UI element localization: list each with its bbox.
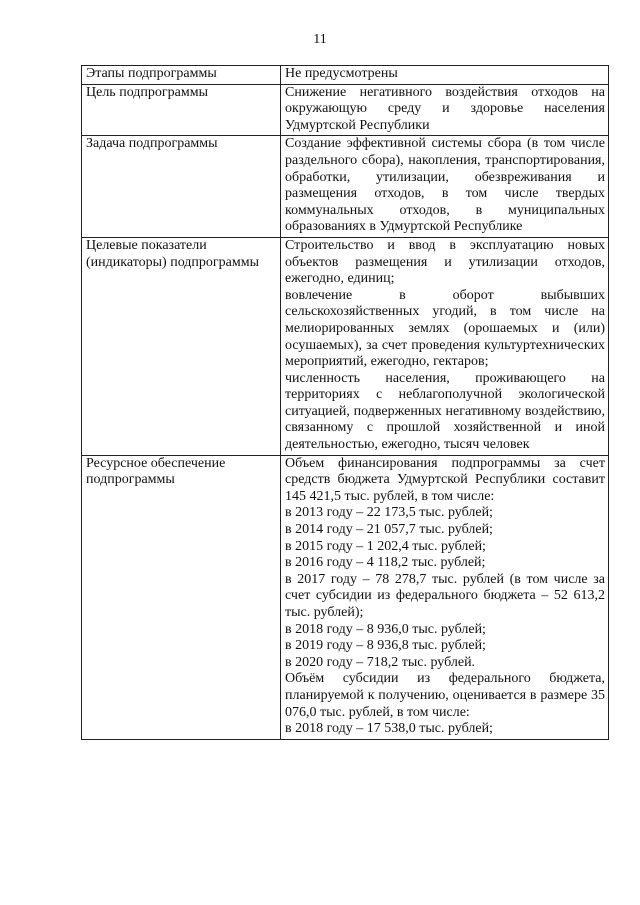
paragraph: в 2014 году – 21 057,7 тыс. рублей; — [285, 522, 493, 538]
row-content — [281, 455, 609, 739]
paragraph: Строительство и ввод в эксплуатацию новых объектов размещения и утилизации отходов, ежегодно, единиц; — [285, 237, 605, 287]
paragraph: в 2020 году – 718,2 тыс. рублей. — [285, 654, 476, 670]
row-label: Цель подпрограммы — [82, 84, 281, 136]
paragraph: в 2016 году – 4 118,2 тыс. рублей; — [285, 555, 486, 571]
table-row — [82, 66, 609, 85]
paragraph: в 2019 году – 8 936,8 тыс. рублей; — [285, 638, 486, 654]
row-label: Ресурсное обеспечение подпрограммы — [82, 455, 281, 739]
paragraph: численность населения, проживающего на территориях с неблагополучной экологической ситуацией, подверженных негативному воздействию, связанному с прошлой хозяйственной и иной деятельностью, ежегодно, тысяч человек — [285, 370, 605, 453]
subprogram-passport-table — [81, 65, 609, 740]
row-label: Этапы подпрограммы — [82, 66, 281, 85]
paragraph: в 2015 году – 1 202,4 тыс. рублей; — [285, 538, 486, 554]
paragraph: в 2018 году – 8 936,0 тыс. рублей; — [285, 621, 486, 637]
table-row — [82, 455, 609, 739]
paragraph: Объем финансирования подпрограммы за счет средств бюджета Удмуртской Республики составит 145 421,5 тыс. рублей, в том числе: — [285, 455, 605, 504]
paragraph: Объём субсидии из федерального бюджета, планируемой к получению, оценивается в размере 35 076,0 тыс. рублей, в том числе: — [285, 671, 605, 720]
table-row — [82, 237, 609, 455]
row-label: Целевые показатели (индикаторы) подпрограммы — [82, 237, 281, 455]
paragraph: в 2017 году – 78 278,7 тыс. рублей (в том числе за счет субсидии из федерального бюджета – 52 613,2 тыс. рублей); — [285, 571, 605, 620]
row-content — [281, 136, 609, 238]
row-content — [281, 84, 609, 136]
paragraph: Создание эффективной системы сбора (в том числе раздельного сбора), накопления, транспортирования, обработки, утилизации, обезвреживания и размещения отходов, в том числе твердых коммунальных отходов, в муниципальных образованиях в Удмуртской Республике — [285, 136, 605, 235]
paragraph: в 2018 году – 17 538,0 тыс. рублей; — [285, 721, 493, 737]
row-label: Задача подпрограммы — [82, 136, 281, 238]
paragraph: в 2013 году – 22 173,5 тыс. рублей; — [285, 505, 493, 521]
paragraph: Снижение негативного воздействия отходов на окружающую среду и здоровье населения Удмуртской Республики — [285, 84, 605, 133]
table-row — [82, 84, 609, 136]
row-content — [281, 66, 609, 85]
row-content — [281, 237, 609, 455]
page-number: 11 — [313, 32, 327, 47]
paragraph: Не предусмотрены — [285, 66, 398, 81]
table-row — [82, 136, 609, 238]
paragraph: вовлечение в оборот выбывших сельскохозяйственных угодий, в том числе на мелиорированных землях (орошаемых и (или) осушаемых), за счет проведения культуртехнических мероприятий, ежегодно, гектаров; — [285, 287, 605, 370]
